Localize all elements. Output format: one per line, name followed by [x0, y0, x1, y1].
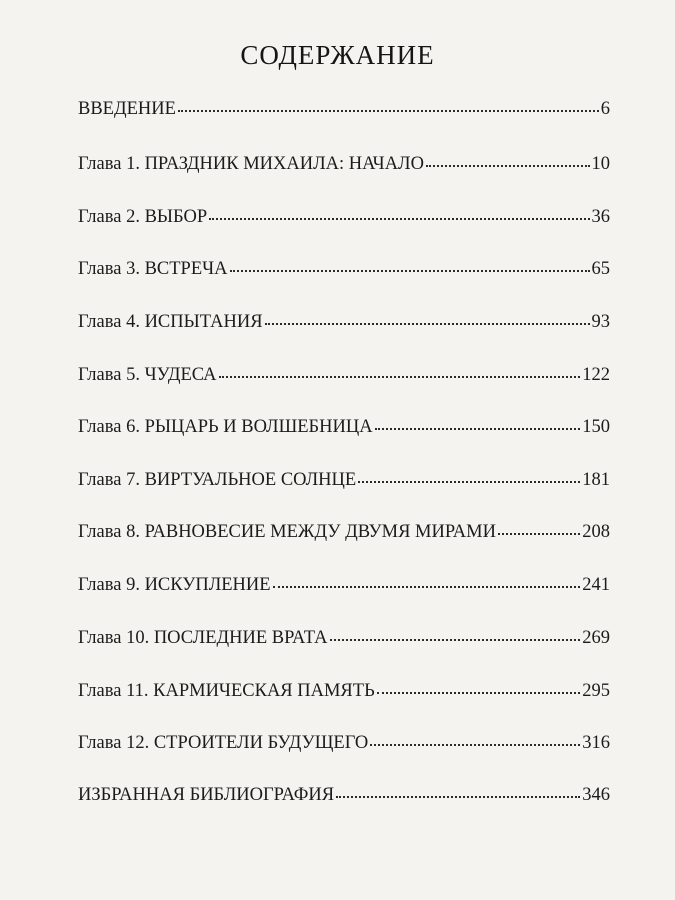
- toc-entry-page: 346: [582, 785, 610, 805]
- toc-entry-label: Глава 2. ВЫБОР: [78, 207, 208, 227]
- dot-leader: [273, 572, 581, 588]
- dot-leader: [370, 730, 580, 746]
- toc-entry-page: 269: [582, 628, 610, 648]
- toc-entry-page: 122: [582, 365, 610, 385]
- toc-entry-page: 316: [582, 733, 610, 753]
- toc-entry-chapter-5: [78, 364, 610, 390]
- toc-entry-label: Глава 3. ВСТРЕЧА: [78, 259, 228, 279]
- toc-entry-label: Глава 11. КАРМИЧЕСКАЯ ПАМЯТЬ: [78, 681, 375, 701]
- dot-leader: [377, 678, 581, 694]
- toc-entry-page: 93: [591, 312, 610, 332]
- toc-entry-label: Глава 4. ИСПЫТАНИЯ: [78, 312, 263, 332]
- toc-entry-chapter-1: [78, 153, 610, 179]
- toc-entry-page: 36: [591, 207, 610, 227]
- toc-entry-chapter-2: [78, 206, 610, 232]
- toc-entry-chapter-9: [78, 574, 610, 600]
- toc-entry-bibliography: [78, 784, 610, 810]
- toc-entry-page: 6: [600, 99, 610, 119]
- dot-leader: [426, 151, 590, 167]
- dot-leader: [178, 96, 599, 112]
- toc-entry-label: Глава 6. РЫЦАРЬ И ВОЛШЕБНИЦА: [78, 417, 373, 437]
- toc-entry-page: 208: [582, 522, 610, 542]
- toc-entry-page: 295: [582, 681, 610, 701]
- dot-leader: [498, 519, 580, 535]
- toc-entry-page: 65: [591, 259, 610, 279]
- toc-entry-chapter-12: [78, 732, 610, 758]
- toc-entry-chapter-3: [78, 258, 610, 284]
- toc-entry-label: Глава 12. СТРОИТЕЛИ БУДУЩЕГО: [78, 733, 369, 753]
- toc-entry-label: ВВЕДЕНИЕ: [78, 99, 176, 119]
- toc-entry-label: ИЗБРАННАЯ БИБЛИОГРАФИЯ: [78, 785, 335, 805]
- toc-entry-page: 181: [582, 470, 610, 490]
- toc-entry-chapter-10: [78, 627, 610, 653]
- toc-entry-chapter-4: [78, 311, 610, 337]
- dot-leader: [265, 309, 590, 325]
- toc-entry-chapter-7: [78, 469, 610, 495]
- toc-entry-chapter-8: [78, 521, 610, 547]
- toc-entry-page: 241: [582, 575, 610, 595]
- page-title: СОДЕРЖАНИЕ: [240, 40, 435, 70]
- toc-entry-label: Глава 10. ПОСЛЕДНИЕ ВРАТА: [78, 628, 328, 648]
- toc-entry-chapter-6: [78, 416, 610, 442]
- dot-leader: [375, 414, 581, 430]
- dot-leader: [209, 204, 589, 220]
- toc-entry-label: Глава 9. ИСКУПЛЕНИЕ: [78, 575, 271, 595]
- toc-entry-chapter-11: [78, 680, 610, 706]
- toc-entry-label: Глава 5. ЧУДЕСА: [78, 365, 217, 385]
- toc-entry-page: 150: [582, 417, 610, 437]
- toc-entry-introduction: [78, 98, 610, 124]
- dot-leader: [230, 256, 590, 272]
- toc-entry-label: Глава 7. ВИРТУАЛЬНОЕ СОЛНЦЕ: [78, 470, 357, 490]
- dot-leader: [358, 467, 580, 483]
- dot-leader: [219, 362, 581, 378]
- toc-entry-label: Глава 8. РАВНОВЕСИЕ МЕЖДУ ДВУМЯ МИРАМИ: [78, 522, 496, 542]
- toc-entry-label: Глава 1. ПРАЗДНИК МИХАИЛА: НАЧАЛО: [78, 154, 424, 174]
- dot-leader: [330, 625, 581, 641]
- toc-entry-page: 10: [591, 154, 610, 174]
- dot-leader: [336, 782, 580, 798]
